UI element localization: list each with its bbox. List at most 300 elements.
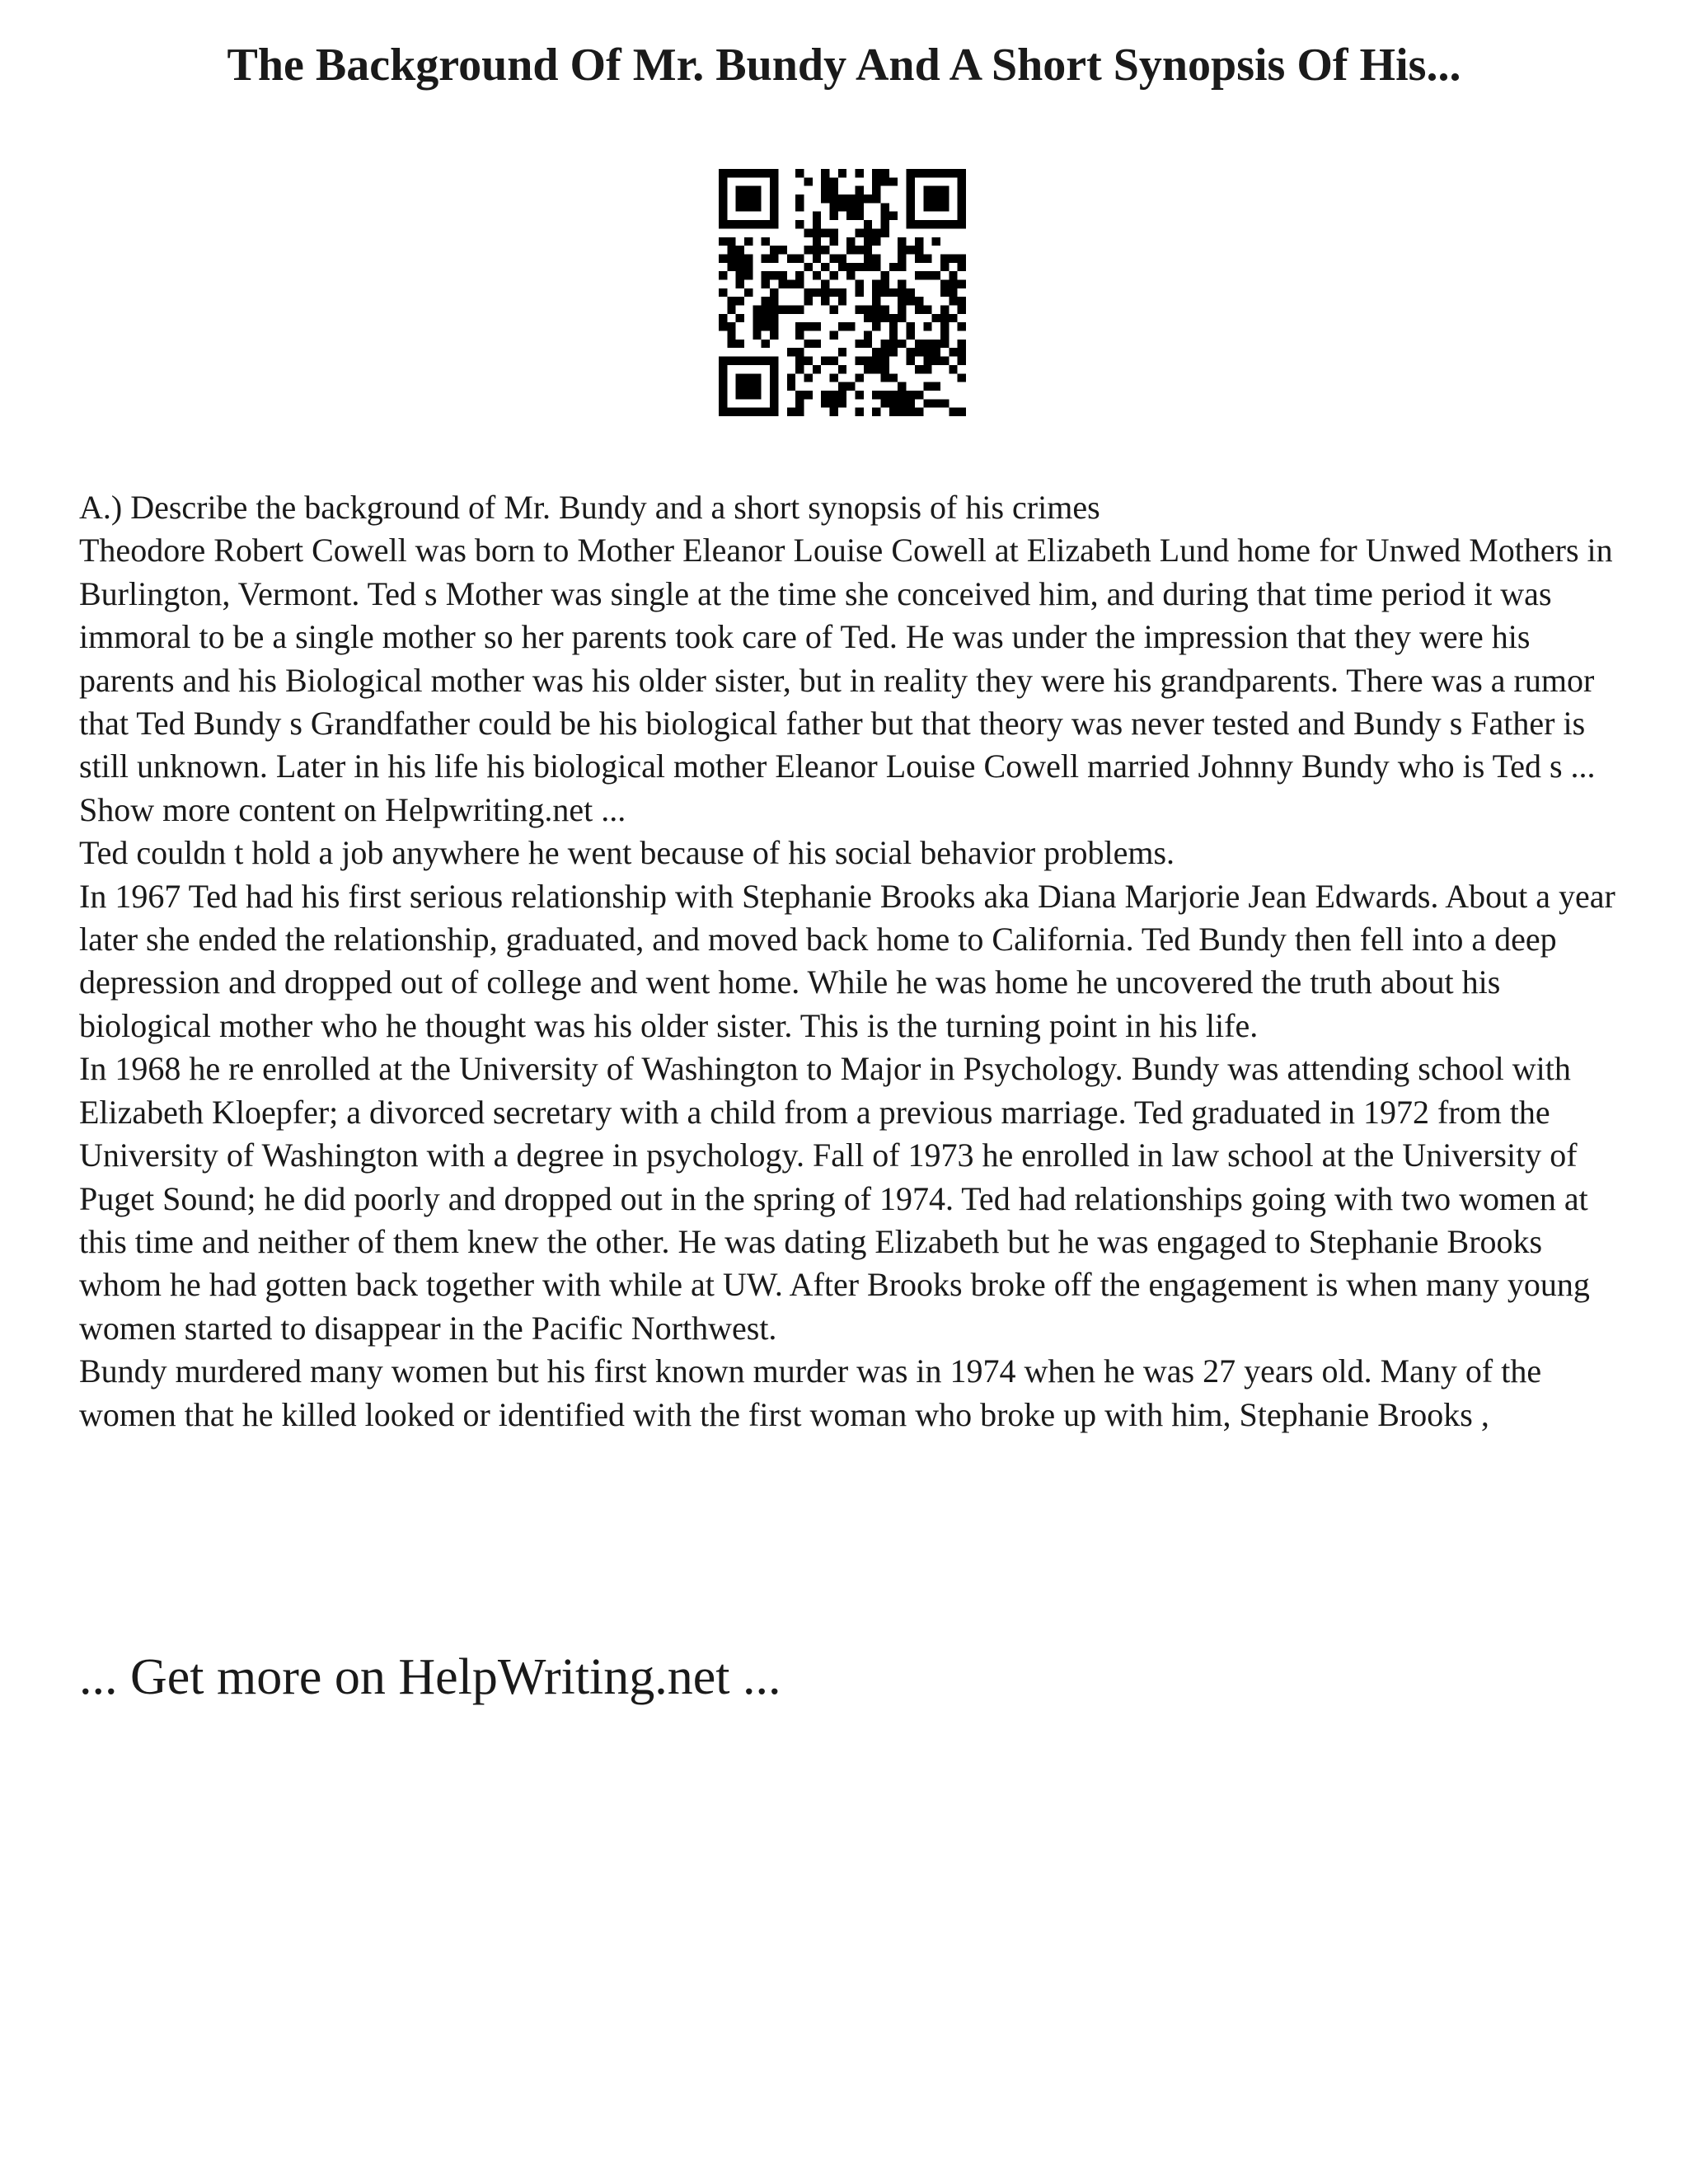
qr-module <box>932 314 940 322</box>
qr-module <box>856 391 864 399</box>
qr-module <box>907 203 915 211</box>
qr-module <box>923 186 931 194</box>
qr-module <box>821 263 829 271</box>
qr-module <box>727 254 735 262</box>
qr-module <box>838 322 846 330</box>
qr-module <box>762 279 770 288</box>
qr-module <box>872 297 880 305</box>
qr-module <box>915 391 923 399</box>
qr-module <box>753 203 761 211</box>
qr-module <box>881 271 889 279</box>
qr-module <box>958 254 966 262</box>
qr-module <box>795 391 804 399</box>
qr-module <box>881 314 889 322</box>
qr-module <box>744 220 753 228</box>
qr-module <box>940 263 949 271</box>
qr-module <box>907 169 915 177</box>
qr-module <box>770 365 778 373</box>
qr-module <box>932 237 940 246</box>
qr-module <box>949 169 957 177</box>
qr-module <box>889 263 898 271</box>
qr-module <box>923 322 931 330</box>
qr-module <box>872 279 880 288</box>
article-heading-question: A.) Describe the background of Mr. Bundy and a short synopsis of his crimes <box>79 489 1100 526</box>
qr-module <box>778 271 786 279</box>
qr-module <box>872 288 880 297</box>
qr-module <box>719 220 727 228</box>
qr-module <box>949 271 957 279</box>
qr-module <box>898 340 906 348</box>
qr-module <box>940 331 949 340</box>
qr-module <box>923 382 931 391</box>
qr-module <box>856 203 864 211</box>
qr-module <box>958 177 966 185</box>
qr-module <box>744 357 753 365</box>
qr-module <box>958 212 966 220</box>
qr-module <box>770 220 778 228</box>
qr-module <box>958 348 966 356</box>
qr-module <box>881 212 889 220</box>
qr-module <box>898 246 906 254</box>
qr-module <box>915 169 923 177</box>
qr-module <box>932 348 940 356</box>
qr-module <box>889 322 898 330</box>
qr-module <box>753 306 761 314</box>
qr-module <box>949 348 957 356</box>
qr-module <box>856 408 864 416</box>
qr-module <box>932 203 940 211</box>
qr-module <box>838 169 846 177</box>
qr-module <box>915 254 923 262</box>
qr-module <box>736 340 744 348</box>
qr-module <box>846 203 855 211</box>
qr-module <box>787 279 795 288</box>
qr-module <box>907 194 915 203</box>
qr-module <box>813 228 821 237</box>
qr-module <box>736 373 744 382</box>
qr-module <box>770 194 778 203</box>
qr-module <box>821 169 829 177</box>
qr-module <box>889 212 898 220</box>
qr-module <box>753 382 761 391</box>
qr-module <box>881 169 889 177</box>
qr-module <box>770 331 778 340</box>
qr-module <box>958 194 966 203</box>
qr-module <box>813 212 821 220</box>
qr-module <box>915 271 923 279</box>
qr-module <box>923 203 931 211</box>
qr-module <box>736 246 744 254</box>
qr-module <box>736 314 744 322</box>
qr-module <box>872 306 880 314</box>
qr-module <box>770 288 778 297</box>
qr-module <box>872 169 880 177</box>
qr-module <box>813 340 821 348</box>
qr-module <box>795 271 804 279</box>
qr-module <box>736 254 744 262</box>
qr-module <box>864 314 872 322</box>
qr-module <box>821 391 829 399</box>
qr-module <box>958 357 966 365</box>
qr-module <box>787 373 795 382</box>
qr-module <box>770 203 778 211</box>
qr-module <box>804 340 812 348</box>
qr-module <box>856 194 864 203</box>
qr-module <box>958 297 966 305</box>
qr-module <box>804 322 812 330</box>
qr-module <box>872 322 880 330</box>
qr-module <box>940 306 949 314</box>
qr-module <box>813 246 821 254</box>
qr-module <box>958 220 966 228</box>
qr-module <box>838 288 846 297</box>
qr-module <box>838 194 846 203</box>
qr-module <box>795 331 804 340</box>
qr-module <box>770 254 778 262</box>
qr-module <box>813 288 821 297</box>
qr-module <box>719 237 727 246</box>
qr-module <box>881 220 889 228</box>
qr-module <box>958 306 966 314</box>
qr-module <box>864 220 872 228</box>
qr-module <box>719 391 727 399</box>
qr-module <box>881 391 889 399</box>
qr-module <box>923 194 931 203</box>
get-more-link[interactable]: ... Get more on HelpWriting.net ... <box>79 1649 781 1705</box>
qr-module <box>829 288 837 297</box>
article-paragraph-1968: In 1968 he re enrolled at the University of Washington to Major in Psychology. Bundy was attending school with Elizabeth Kloepfer; a divorced secretary with a child from a previous marriage. Ted graduated in 1972 from the University of Washington with a degree in psychology. Fall of 1973 he enrolled in law school at the University of Puget Sound; he did poorly and dropped out in the spring of 1974. Ted had relationships going with two women at this time and neither of them knew the other. He was dating Elizabeth but he was engaged to Stephanie Brooks whom he had gotten back together with while at UW. After Brooks broke off the engagement is when many young women started to disappear in the Pacific Northwest. <box>79 1050 1590 1347</box>
qr-module <box>864 331 872 340</box>
qr-module <box>829 399 837 407</box>
qr-module <box>829 228 837 237</box>
qr-module <box>864 306 872 314</box>
qr-module <box>736 279 744 288</box>
qr-module <box>829 306 837 314</box>
qr-module <box>940 357 949 365</box>
qr-module <box>762 408 770 416</box>
qr-module <box>881 177 889 185</box>
qr-module <box>907 177 915 185</box>
qr-module <box>856 186 864 194</box>
qr-module <box>958 340 966 348</box>
qr-module <box>940 322 949 330</box>
qr-module <box>907 246 915 254</box>
qr-module <box>787 408 795 416</box>
qr-module <box>821 399 829 407</box>
qr-module <box>821 177 829 185</box>
qr-module <box>753 186 761 194</box>
qr-module <box>881 365 889 373</box>
qr-module <box>719 254 727 262</box>
qr-module <box>923 306 931 314</box>
qr-module <box>795 408 804 416</box>
qr-module <box>736 382 744 391</box>
qr-module <box>940 186 949 194</box>
qr-module <box>932 169 940 177</box>
qr-module <box>881 340 889 348</box>
qr-module <box>856 169 864 177</box>
qr-module <box>907 408 915 416</box>
qr-module <box>915 365 923 373</box>
qr-module <box>898 263 906 271</box>
qr-module <box>813 237 821 246</box>
qr-module <box>736 194 744 203</box>
qr-module <box>958 322 966 330</box>
qr-module <box>753 357 761 365</box>
qr-module <box>940 254 949 262</box>
qr-module <box>753 194 761 203</box>
qr-module <box>889 399 898 407</box>
qr-module <box>940 203 949 211</box>
qr-module <box>744 391 753 399</box>
qr-module <box>829 391 837 399</box>
qr-module <box>727 237 735 246</box>
qr-module <box>881 399 889 407</box>
qr-module <box>846 322 855 330</box>
qr-module <box>872 263 880 271</box>
qr-module <box>872 348 880 356</box>
qr-module <box>915 297 923 305</box>
article-body <box>79 486 1629 1436</box>
qr-module <box>932 399 940 407</box>
qr-module <box>762 314 770 322</box>
qr-module <box>762 237 770 246</box>
qr-module <box>829 203 837 211</box>
qr-module <box>821 357 829 365</box>
qr-module <box>727 169 735 177</box>
qr-module <box>727 408 735 416</box>
qr-module <box>719 177 727 185</box>
qr-module <box>753 169 761 177</box>
qr-module <box>736 169 744 177</box>
qr-module <box>889 340 898 348</box>
qr-module <box>719 169 727 177</box>
qr-module <box>727 220 735 228</box>
qr-module <box>821 246 829 254</box>
qr-module <box>838 348 846 356</box>
qr-module <box>744 263 753 271</box>
qr-module <box>736 186 744 194</box>
qr-module <box>719 365 727 373</box>
qr-module <box>787 382 795 391</box>
qr-module <box>795 306 804 314</box>
qr-module <box>804 297 812 305</box>
qr-module <box>770 246 778 254</box>
qr-module <box>744 169 753 177</box>
qr-module <box>856 373 864 382</box>
qr-module <box>932 357 940 365</box>
qr-module <box>889 391 898 399</box>
qr-code-graphic <box>719 169 966 416</box>
qr-module <box>949 297 957 305</box>
qr-module <box>889 373 898 382</box>
qr-module <box>770 169 778 177</box>
qr-module <box>940 288 949 297</box>
qr-module <box>846 246 855 254</box>
qr-module <box>898 279 906 288</box>
page-title: The Background Of Mr. Bundy And A Short Synopsis Of His... <box>227 40 1461 91</box>
qr-module <box>744 288 753 297</box>
qr-module <box>907 297 915 305</box>
qr-module <box>821 186 829 194</box>
qr-module <box>949 279 957 288</box>
qr-module <box>907 212 915 220</box>
qr-module <box>813 220 821 228</box>
qr-module <box>770 306 778 314</box>
qr-module <box>762 322 770 330</box>
qr-module <box>856 288 864 297</box>
qr-module <box>787 348 795 356</box>
qr-module <box>770 177 778 185</box>
qr-module <box>762 340 770 348</box>
qr-module <box>770 212 778 220</box>
qr-module <box>846 237 855 246</box>
qr-module <box>719 288 727 297</box>
qr-module <box>949 314 957 322</box>
qr-module <box>846 263 855 271</box>
qr-module <box>872 391 880 399</box>
qr-module <box>898 237 906 246</box>
qr-module <box>915 340 923 348</box>
qr-module <box>829 331 837 340</box>
qr-module <box>753 322 761 330</box>
qr-module <box>727 246 735 254</box>
qr-code-icon[interactable] <box>719 169 966 416</box>
qr-module <box>932 340 940 348</box>
qr-module <box>881 357 889 365</box>
qr-module <box>907 391 915 399</box>
qr-module <box>923 169 931 177</box>
qr-module <box>727 340 735 348</box>
qr-module <box>795 348 804 356</box>
qr-module <box>795 194 804 203</box>
qr-module <box>907 331 915 340</box>
qr-module <box>915 306 923 314</box>
qr-module <box>829 177 837 185</box>
qr-module <box>898 314 906 322</box>
qr-module <box>898 254 906 262</box>
article-paragraph-job: Ted couldn t hold a job anywhere he went because of his social behavior problems. <box>79 834 1175 872</box>
qr-module <box>770 373 778 382</box>
qr-module <box>719 408 727 416</box>
qr-module <box>915 246 923 254</box>
qr-module <box>736 203 744 211</box>
qr-module <box>778 279 786 288</box>
qr-module <box>795 203 804 211</box>
qr-module <box>719 373 727 382</box>
qr-module <box>719 357 727 365</box>
qr-module <box>795 365 804 373</box>
qr-module <box>864 194 872 203</box>
qr-module <box>762 297 770 305</box>
qr-module <box>744 194 753 203</box>
qr-module <box>804 373 812 382</box>
qr-module <box>719 212 727 220</box>
qr-module <box>829 194 837 203</box>
qr-module <box>907 288 915 297</box>
qr-module <box>736 263 744 271</box>
qr-module <box>923 348 931 356</box>
qr-module <box>829 254 837 262</box>
qr-module <box>770 391 778 399</box>
qr-module <box>958 203 966 211</box>
qr-module <box>923 271 931 279</box>
qr-module <box>813 365 821 373</box>
qr-module <box>821 279 829 288</box>
qr-module <box>804 357 812 365</box>
qr-module <box>736 391 744 399</box>
qr-module <box>923 254 931 262</box>
qr-module <box>864 228 872 237</box>
qr-module <box>744 382 753 391</box>
qr-module <box>949 408 957 416</box>
qr-module <box>727 322 735 330</box>
qr-module <box>813 254 821 262</box>
qr-module <box>821 194 829 203</box>
qr-module <box>898 382 906 391</box>
qr-module <box>813 271 821 279</box>
qr-module <box>932 382 940 391</box>
qr-module <box>898 391 906 399</box>
qr-module <box>856 340 864 348</box>
qr-module <box>889 348 898 356</box>
qr-module <box>744 203 753 211</box>
qr-module <box>856 212 864 220</box>
qr-module <box>829 212 837 220</box>
qr-module <box>829 357 837 365</box>
qr-module <box>923 220 931 228</box>
qr-module <box>846 194 855 203</box>
qr-module <box>864 340 872 348</box>
qr-module <box>838 297 846 305</box>
qr-module <box>907 220 915 228</box>
qr-module <box>719 382 727 391</box>
qr-module <box>719 314 727 322</box>
qr-module <box>778 246 786 254</box>
qr-module <box>838 399 846 407</box>
qr-module <box>821 228 829 237</box>
qr-module <box>872 228 880 237</box>
qr-module <box>846 212 855 220</box>
qr-module <box>753 373 761 382</box>
qr-module <box>872 237 880 246</box>
qr-module <box>838 254 846 262</box>
qr-module <box>881 373 889 382</box>
qr-module <box>727 357 735 365</box>
qr-module <box>736 297 744 305</box>
qr-module <box>881 279 889 288</box>
qr-module <box>787 306 795 314</box>
qr-module <box>872 365 880 373</box>
qr-module <box>821 288 829 297</box>
qr-module <box>753 331 761 340</box>
qr-module <box>864 246 872 254</box>
qr-module <box>762 306 770 314</box>
qr-module <box>762 169 770 177</box>
qr-module <box>864 365 872 373</box>
qr-module <box>753 408 761 416</box>
qr-module <box>864 263 872 271</box>
qr-module <box>736 357 744 365</box>
qr-module <box>958 186 966 194</box>
qr-module <box>915 237 923 246</box>
article-paragraph-background: Theodore Robert Cowell was born to Mother Eleanor Louise Cowell at Elizabeth Lund home for Unwed Mothers in Burlington, Vermont. Ted s Mother was single at the time she conceived him, and during that time period it was immoral to be a single mother so her parents took care of Ted. He was under the impression that they were his parents and his Biological mother was his older sister, but in reality they were his grandparents. There was a rumor that Ted Bundy s Grandfather could be his biological father but that theory was never tested and Bundy s Father is still unknown. Later in his life his biological mother Eleanor Louise Cowell married Johnny Bundy who is Ted s ... Show more content on Helpwriting.net ... <box>79 532 1613 828</box>
qr-module <box>727 297 735 305</box>
qr-module <box>856 306 864 314</box>
qr-module <box>719 194 727 203</box>
qr-module <box>923 365 931 373</box>
qr-module <box>872 357 880 365</box>
